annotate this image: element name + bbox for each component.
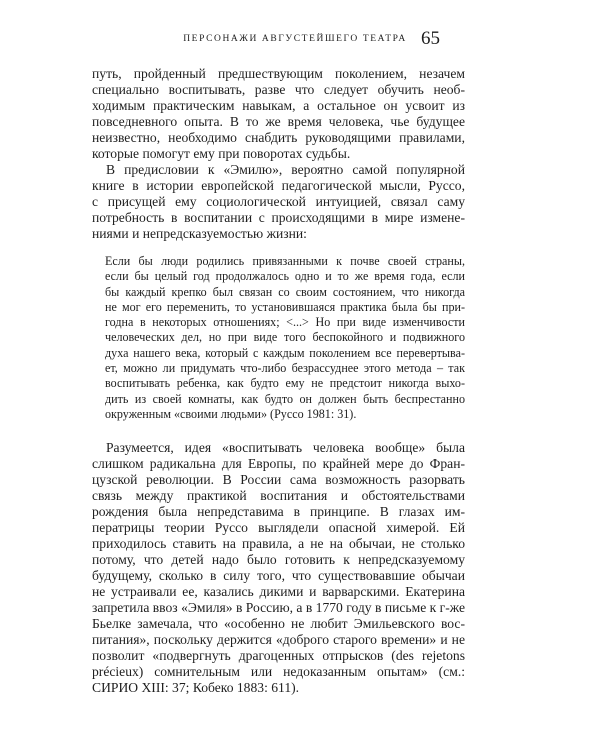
text-line: питания», поскольку держится «доброго старого времени» и не: [92, 632, 465, 647]
running-head: ПЕРСОНАЖИ АВГУСТЕЙШЕГО ТЕАТРА: [183, 34, 407, 44]
text-line: бы каждый крепко был связан со своим состоянием, что никогда: [105, 284, 465, 299]
text-line: запретила ввоз «Эмиля» в Россию, а в 1770 году в письме к г-же: [92, 600, 465, 615]
text-line: ет, можно ли придумать что-либо безрассуднее этого метода – так: [105, 361, 465, 376]
text-line: Бьелке замечала, что «особенно не любит Эмильевского вос-: [92, 616, 465, 631]
text-line: ходимым практическим навыкам, а остальное он усвоит из: [92, 98, 465, 113]
text-line: которые помогут ему при поворотах судьбы.: [92, 146, 351, 161]
text-line: воспитывать ребенка, как будто ему не предстоит никогда выхо-: [105, 376, 465, 391]
text-line: будущему, сколько в силу того, что существовавшие обычаи: [92, 568, 465, 583]
text-line: человеческих дел, но при виде того беспокойного и подвижного: [105, 330, 465, 345]
text-line: ператрицы теории Руссо выглядели опасной химерой. Ей: [92, 520, 465, 535]
text-line: приходилось ставить на правила, а не на обычаи, не столько: [92, 536, 465, 551]
text-line: повседневного опыта. В то же время человека, чье будущее: [92, 114, 465, 129]
text-line: цузской революции. В России сама возможность разорвать: [92, 472, 465, 487]
text-line: неизвестно, необходимо снабдить руководящими правилами,: [92, 130, 465, 145]
text-line: Разумеется, идея «воспитывать человека вообще» была: [106, 440, 465, 455]
text-line: дить из своей комнаты, как будто он должен быть беспрестанно: [105, 391, 465, 406]
text-line: рождения была непредставима в принципе. В глазах им-: [92, 504, 465, 519]
text-line: специально воспитывать, разве что следует обучить необ-: [92, 82, 465, 97]
text-line: путь, пройденный предшествующим поколением, незачем: [92, 66, 465, 81]
text-line: потому, что детей надо было готовить к непредсказуемому: [92, 552, 465, 567]
text-line: не мог его переменить, то установившаяся практика была бы при-: [105, 299, 465, 314]
text-line: слишком радикальна для Европы, по крайней мере до Фран-: [92, 456, 465, 471]
text-line: В предисловии к «Эмилю», вероятно самой популярной: [106, 162, 465, 177]
page-number: 65: [421, 28, 440, 49]
block-quote: [105, 254, 465, 422]
text-line: если бы целый год продолжалось одно и то же время года, если: [105, 269, 465, 284]
text-line: связь между практикой воспитания и обстоятельствами: [92, 488, 465, 503]
text-line: потребность в воспитании с происходящими в мире измене-: [92, 210, 465, 225]
text-line: окруженным «своими людьми» (Руссо 1981: 31).: [105, 406, 357, 421]
paragraph-1: [92, 66, 465, 162]
text-line: не устраивали ее, казались дикими и варварскими. Екатерина: [92, 584, 465, 599]
text-line: précieux) сомнительным или недоказанным опытам» (см.:: [92, 664, 465, 679]
text-line: годна в некоторых отношениях; <...> Но при виде изменчивости: [105, 315, 465, 330]
text-line: книге в истории европейской педагогической мысли, Руссо,: [92, 178, 465, 193]
text-line: духа нашего века, который с каждым поколением все перевертыва-: [105, 345, 465, 360]
paragraph-2: [92, 162, 465, 242]
text-line: с присущей ему социологической интуицией, связал саму: [92, 194, 465, 209]
text-line: Если бы люди родились привязанными к почве своей страны,: [105, 254, 465, 268]
text-line: позволит «подвергнуть драгоценных отпрысков (des rejetons: [92, 648, 465, 663]
paragraph-3: [92, 440, 465, 696]
text-line: СИРИО XIII: 37; Кобеко 1883: 611).: [92, 680, 300, 695]
text-line: ниями и непредсказуемостью жизни:: [92, 226, 307, 241]
